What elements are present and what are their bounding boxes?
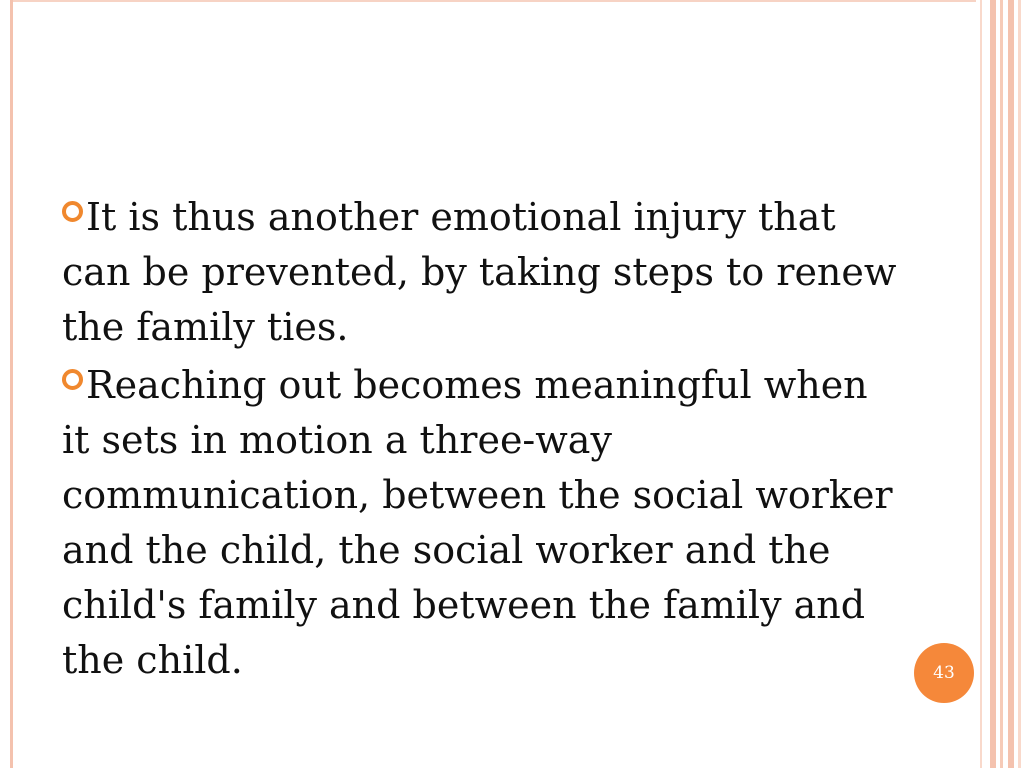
right-decorative-stripes bbox=[976, 0, 1024, 768]
page-number-badge bbox=[914, 643, 974, 703]
stripe-2 bbox=[990, 0, 996, 768]
left-border-line bbox=[10, 0, 13, 768]
page-number: 43 bbox=[933, 663, 955, 683]
stripe-5 bbox=[1018, 0, 1021, 768]
circle-bullet-icon bbox=[62, 201, 83, 222]
circle-bullet-icon bbox=[62, 369, 83, 390]
top-border-line bbox=[10, 0, 980, 2]
slide-body bbox=[62, 190, 902, 691]
stripe-1 bbox=[980, 0, 982, 768]
bullet-item-2 bbox=[62, 358, 902, 688]
stripe-4 bbox=[1008, 0, 1014, 768]
bullet-text-1: It is thus another emotional injury that can be prevented, by taking steps to renew the family ties. bbox=[62, 195, 897, 349]
bullet-item-1 bbox=[62, 190, 902, 355]
bullet-text-2: Reaching out becomes meaningful when it sets in motion a three-way communication, between the social worker and the child, the social worker and the child's family and between the family and the child. bbox=[62, 363, 893, 682]
stripe-3 bbox=[1000, 0, 1003, 768]
